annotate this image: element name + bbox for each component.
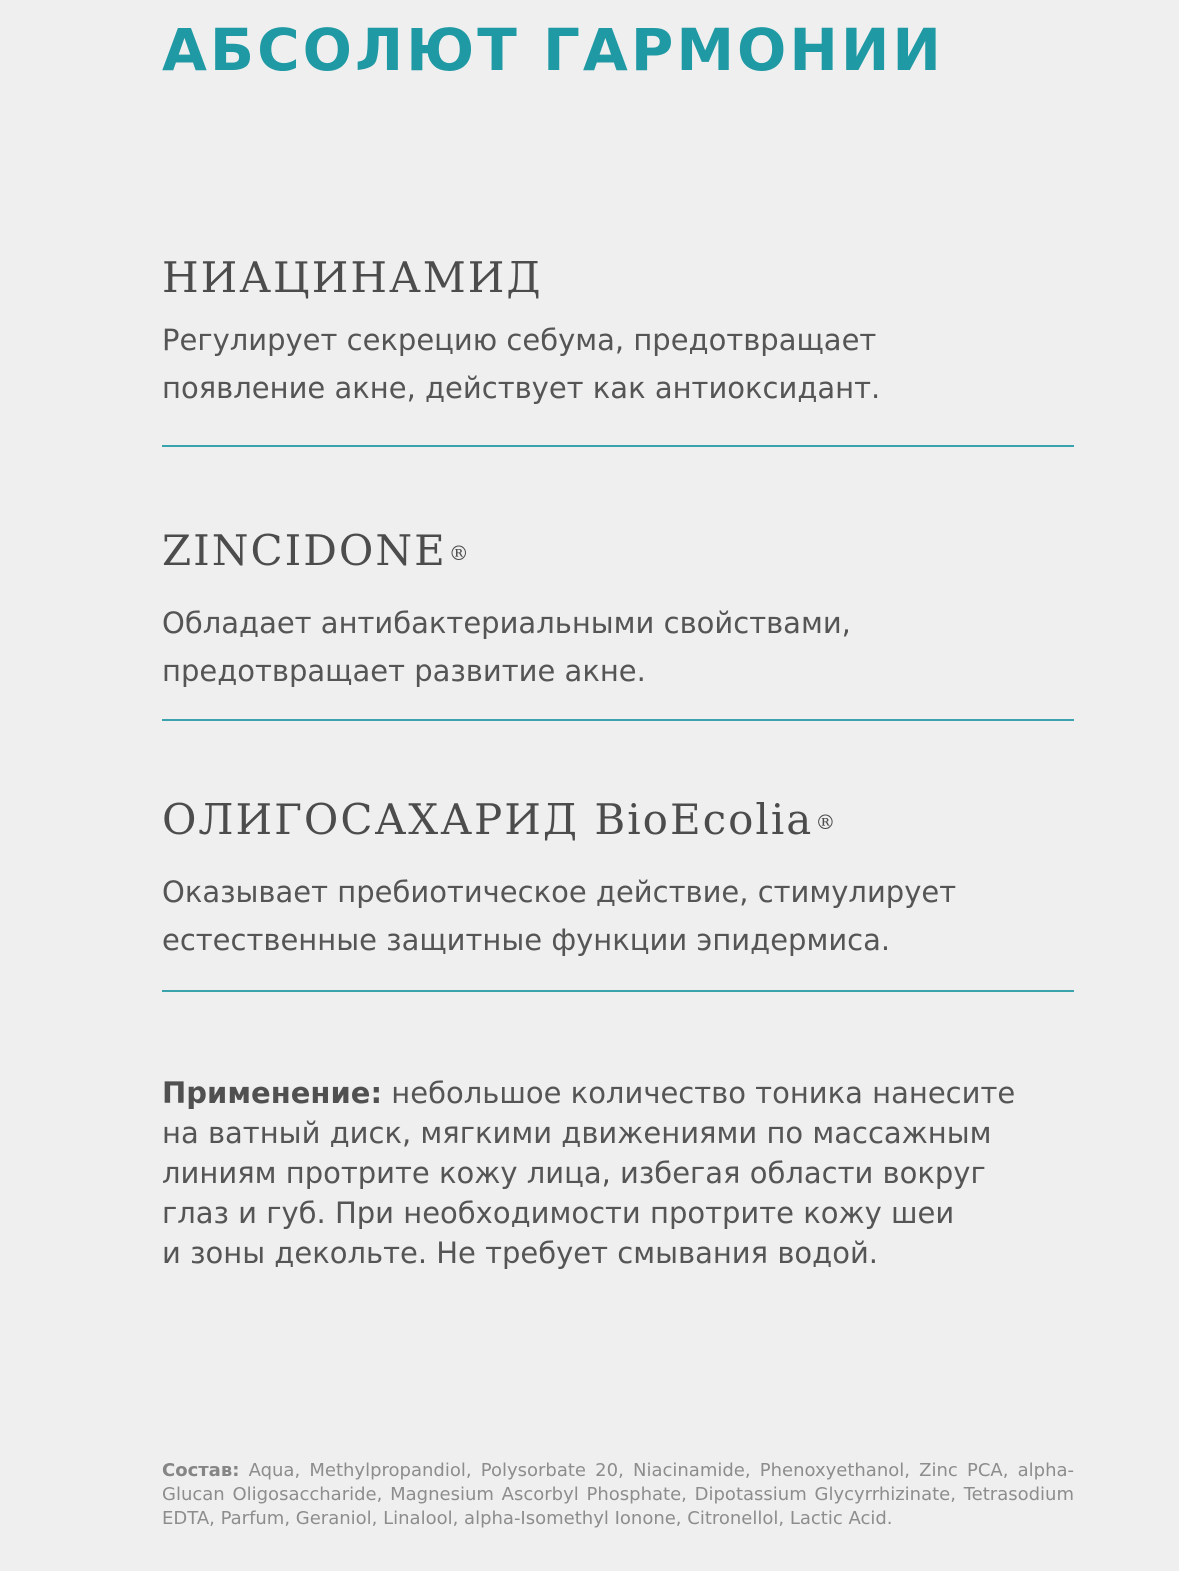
page-title: АБСОЛЮТ ГАРМОНИИ: [162, 16, 944, 84]
ingredient-description: Оказывает пребиотическое действие, стимулирует естественные защитные функции эпидермиса.: [162, 875, 957, 957]
registered-mark: ®: [815, 810, 836, 834]
ingredient-name: [162, 252, 1074, 304]
section-divider: [162, 990, 1074, 992]
ingredient-niacinamide: [162, 252, 1074, 412]
composition: [162, 1459, 1074, 1531]
registered-mark: ®: [448, 541, 469, 565]
ingredient-description: Обладает антибактериальными свойствами, предотвращает развитие акне.: [162, 606, 851, 688]
section-divider: [162, 445, 1074, 447]
ingredient-name-text: НИАЦИНАМИД: [162, 253, 543, 302]
ingredient-name: [162, 525, 1074, 577]
composition-label: Состав:: [162, 1460, 240, 1481]
ingredient-description: Регулирует секрецию себума, предотвращает появление акне, действует как антиоксидант.: [162, 323, 881, 405]
usage-text: небольшое количество тоника нанесите на ватный диск, мягкими движениями по массажным линиям протрите кожу лица, избегая области вокруг глаз и губ. При необходимости протрите кожу шеи и зоны декольте. Не требует смывания водой.: [162, 1076, 1016, 1270]
section-divider: [162, 719, 1074, 721]
ingredient-bioecolia: [162, 794, 1074, 964]
ingredient-name-text: ОЛИГОСАХАРИД BioEcolia: [162, 795, 814, 844]
ingredient-zincidone: [162, 525, 1074, 695]
ingredient-name-text: ZINCIDONE: [162, 526, 447, 575]
usage-instructions: [162, 1073, 1092, 1273]
usage-label: Применение:: [162, 1076, 383, 1110]
composition-text: Aqua, Methylpropandiol, Polysorbate 20, Niacinamide, Phenoxyethanol, Zinc PCA, alpha-Glucan Oligosaccharide, Magnesium Ascorbyl Phosphate, Dipotassium Glycyrrhizinate, Tetrasodium EDTA, Parfum, Geraniol, Linalool, alpha-Isomethyl Ionone, Citronellol, Lactic Acid.: [162, 1460, 1074, 1529]
ingredient-name: [162, 794, 1074, 846]
